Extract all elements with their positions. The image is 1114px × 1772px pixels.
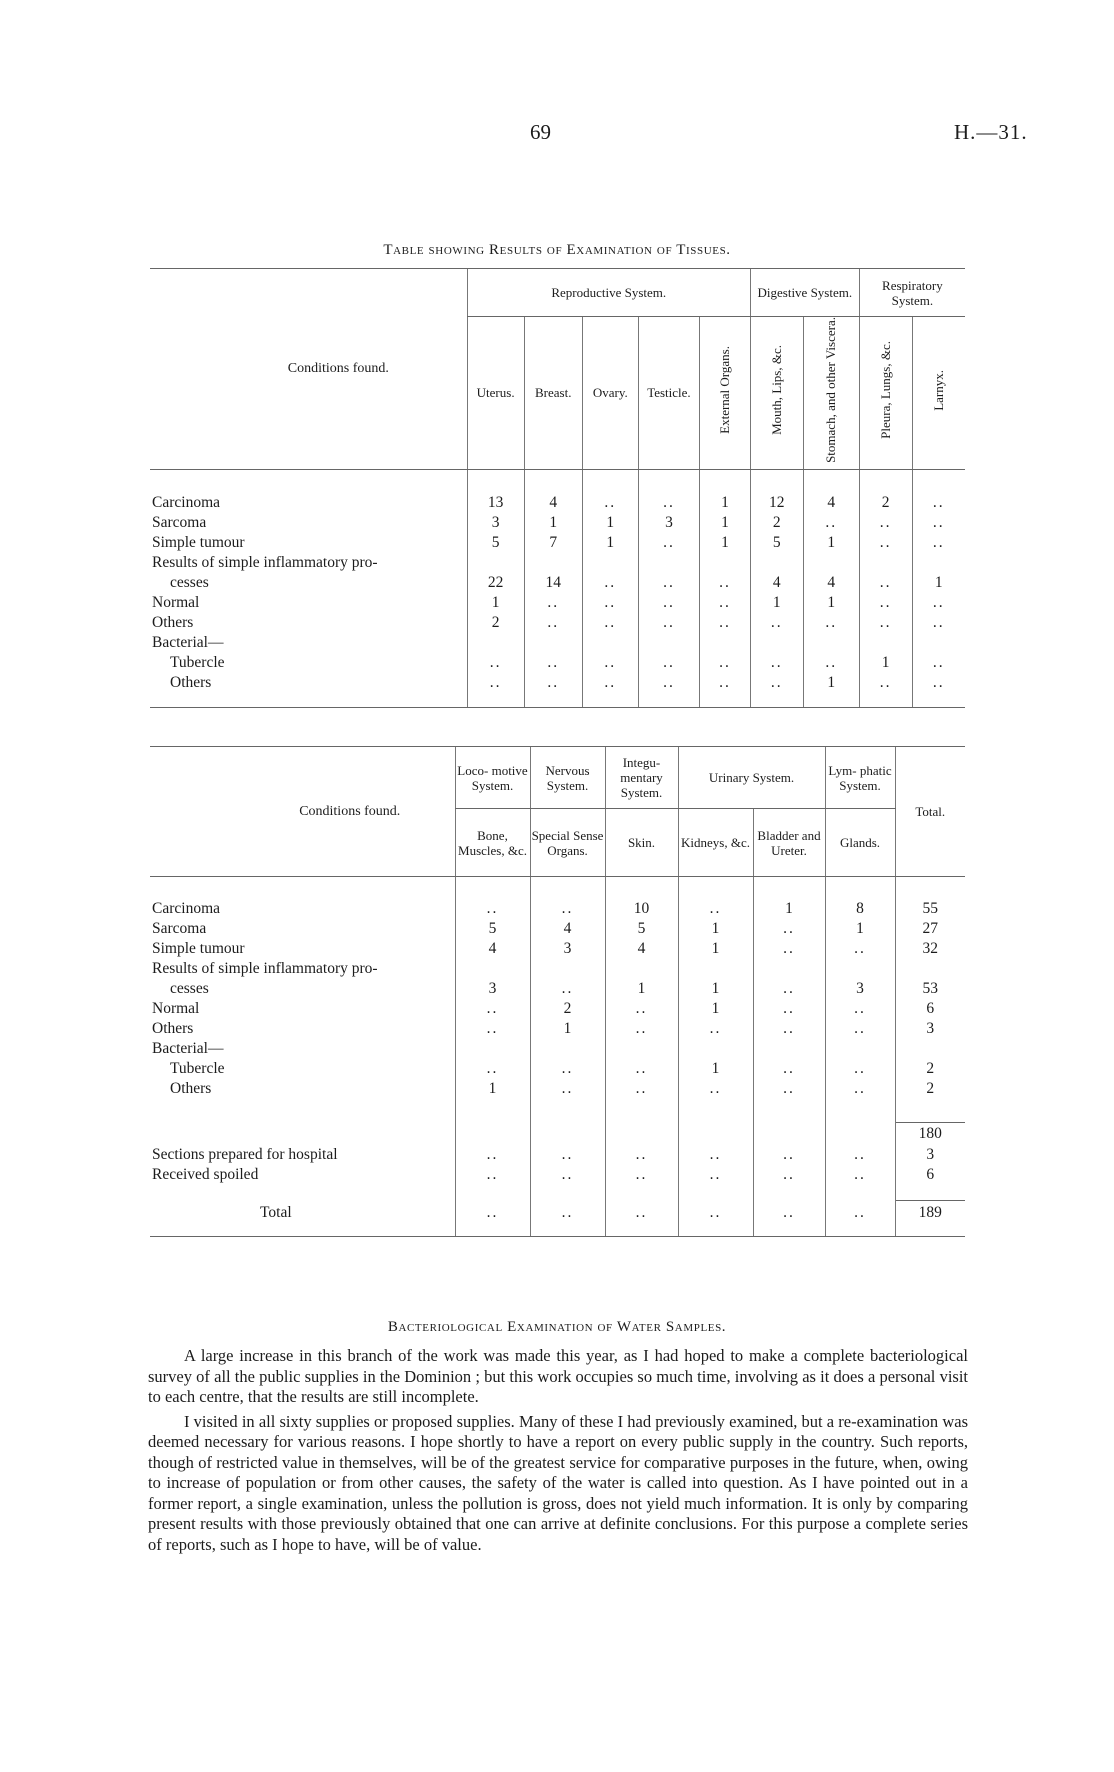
table-cell: .. xyxy=(638,673,699,693)
table-cell: 4 xyxy=(803,493,859,513)
paragraph-2: I visited in all sixty supplies or proposed supplies. Many of these I had previously examined, but a re-examination was deemed necessary for various reasons. I hope shortly to have a report on every public supply in the country. Such reports, though of restricted value in themselves, will be of the greatest service for comparative purposes in the future, when, owing to increase of population or from other causes, the safety of the water is called into question. As I have pointed out in a former report, a single examination, unless the pollution is gross, does not yield much information. It is only by comparing present results with those previously obtained that one can arrive at definite conclusions. For this purpose a complete series of reports, such as I hope to have, will be of value. xyxy=(148,1411,968,1554)
table-row xyxy=(150,573,965,593)
table-cell xyxy=(859,553,912,573)
row-label: Received spoiled xyxy=(152,1165,259,1183)
table-cell: .. xyxy=(638,593,699,613)
table-cell: 1 xyxy=(524,513,582,533)
table-cell: 1 xyxy=(455,1079,530,1099)
row-label: Normal xyxy=(152,594,200,612)
row-total: 2 xyxy=(895,1059,965,1079)
subtotal-cell: 180 xyxy=(895,1123,965,1145)
table-cell: 4 xyxy=(455,939,530,959)
table-cell: .. xyxy=(700,593,751,613)
table2-body xyxy=(150,899,965,1099)
col-bone-muscles: Bone, Muscles, &c. xyxy=(455,809,530,877)
table-row xyxy=(150,919,965,939)
table-cell: .. xyxy=(678,899,753,919)
table-cell: .. xyxy=(825,939,895,959)
table-cell: .. xyxy=(678,1019,753,1039)
row-total: 55 xyxy=(895,899,965,919)
table-cell xyxy=(803,553,859,573)
table-cell: .. xyxy=(582,613,638,633)
table-cell: .. xyxy=(753,919,825,939)
row-total: 6 xyxy=(895,999,965,1019)
table-cell: .. xyxy=(638,573,699,593)
table-cell: .. xyxy=(455,999,530,1019)
row-total xyxy=(895,959,965,979)
corner-label: Conditions found. xyxy=(150,269,467,470)
table-cell: .. xyxy=(530,1059,605,1079)
table-cell xyxy=(530,959,605,979)
row-label: Others xyxy=(170,1079,212,1097)
table-cell: .. xyxy=(700,613,751,633)
table-cell: 1 xyxy=(678,939,753,959)
table-cell: .. xyxy=(753,1145,825,1165)
col-glands: Glands. xyxy=(825,809,895,877)
table-cell xyxy=(638,633,699,653)
table-cell: .. xyxy=(638,533,699,553)
row-total: 6 xyxy=(895,1165,965,1185)
table-cell: .. xyxy=(638,493,699,513)
table-cell: .. xyxy=(530,1165,605,1185)
table-title: Table showing Results of Examination of Tissues. xyxy=(383,242,731,258)
tissue-results-table-2 xyxy=(150,746,965,1237)
table-cell xyxy=(700,553,751,573)
row-label: Carcinoma xyxy=(152,494,221,512)
row-label: Results of simple inflammatory pro- xyxy=(152,554,378,572)
table-row xyxy=(150,553,965,573)
table-cell: .. xyxy=(825,1019,895,1039)
col-total: Total. xyxy=(895,747,965,877)
table-cell: 1 xyxy=(859,653,912,673)
table-cell: .. xyxy=(530,979,605,999)
table-cell: 2 xyxy=(859,493,912,513)
table-cell: 4 xyxy=(530,919,605,939)
col-mouth-lips: Mouth, Lips, &c. xyxy=(768,345,784,435)
table-cell: .. xyxy=(859,533,912,553)
table-cell xyxy=(678,959,753,979)
table-cell: 1 xyxy=(753,899,825,919)
table-cell: 1 xyxy=(678,979,753,999)
table-cell: .. xyxy=(582,673,638,693)
table-cell: .. xyxy=(825,1201,895,1225)
table-cell: .. xyxy=(605,999,678,1019)
col-external-organs: External Organs. xyxy=(716,346,732,434)
table-cell: .. xyxy=(859,513,912,533)
table-row xyxy=(150,1039,965,1059)
table-cell: .. xyxy=(455,1059,530,1079)
table-cell xyxy=(750,553,803,573)
table-cell: .. xyxy=(524,673,582,693)
table-cell xyxy=(467,633,524,653)
table-cell: 1 xyxy=(530,1019,605,1039)
table-cell: .. xyxy=(825,1165,895,1185)
group-lymphatic: Lym- phatic System. xyxy=(825,747,895,809)
table-cell: .. xyxy=(524,613,582,633)
table-cell: .. xyxy=(750,673,803,693)
page-number: 69 xyxy=(530,120,551,144)
table-cell: .. xyxy=(753,1165,825,1185)
document-code: H.—31. xyxy=(954,120,1028,144)
col-larnyx: Larnyx. xyxy=(930,369,946,411)
table-cell: .. xyxy=(825,1079,895,1099)
table-cell: .. xyxy=(467,673,524,693)
table-cell: .. xyxy=(753,1079,825,1099)
table-cell: 5 xyxy=(605,919,678,939)
table-cell xyxy=(524,633,582,653)
table-cell: .. xyxy=(524,653,582,673)
table-cell: .. xyxy=(859,593,912,613)
row-total: 3 xyxy=(895,1019,965,1039)
table-cell: .. xyxy=(678,1201,753,1225)
group-urinary: Urinary System. xyxy=(678,747,825,809)
table-cell: 1 xyxy=(700,533,751,553)
table-cell: 10 xyxy=(605,899,678,919)
total-label: Total xyxy=(260,1203,292,1221)
table-row xyxy=(150,633,965,653)
col-kidneys: Kidneys, &c. xyxy=(678,809,753,877)
table-cell: .. xyxy=(605,1019,678,1039)
table-row xyxy=(150,939,965,959)
table-cell: 13 xyxy=(467,493,524,513)
table-row xyxy=(150,959,965,979)
table-cell: 1 xyxy=(467,593,524,613)
table-cell: .. xyxy=(455,1165,530,1185)
table-cell: .. xyxy=(638,653,699,673)
table-cell: .. xyxy=(700,573,751,593)
table-row xyxy=(150,1079,965,1099)
table-cell: 3 xyxy=(467,513,524,533)
row-label: Sarcoma xyxy=(152,514,207,532)
table-cell: 4 xyxy=(524,493,582,513)
table-cell: .. xyxy=(753,1201,825,1225)
table-cell: .. xyxy=(912,513,965,533)
table-cell: 1 xyxy=(803,673,859,693)
table-cell xyxy=(825,1039,895,1059)
row-label: cesses xyxy=(170,979,209,997)
table-cell xyxy=(455,1039,530,1059)
row-total: 2 xyxy=(895,1079,965,1099)
row-label: Bacterial— xyxy=(152,1039,224,1057)
table-cell: .. xyxy=(803,653,859,673)
table-cell xyxy=(912,553,965,573)
table-cell xyxy=(524,553,582,573)
table-cell: .. xyxy=(530,899,605,919)
tissue-results-table-1 xyxy=(150,268,965,708)
table-cell: 1 xyxy=(700,513,751,533)
table-cell: 1 xyxy=(803,593,859,613)
table-cell xyxy=(753,1039,825,1059)
table-cell: .. xyxy=(825,1145,895,1165)
table-row xyxy=(150,899,965,919)
table-cell: 7 xyxy=(524,533,582,553)
row-label: Simple tumour xyxy=(152,939,245,957)
table-cell: .. xyxy=(605,1145,678,1165)
grand-total: 189 xyxy=(895,1201,965,1225)
table-row xyxy=(150,593,965,613)
table-cell: 4 xyxy=(605,939,678,959)
table-cell xyxy=(825,959,895,979)
table-cell: .. xyxy=(912,653,965,673)
table-cell: .. xyxy=(753,939,825,959)
table-cell xyxy=(678,1039,753,1059)
table-cell: 1 xyxy=(750,593,803,613)
table-row xyxy=(150,1019,965,1039)
col-testicle: Testicle. xyxy=(638,317,699,470)
table-cell: .. xyxy=(605,1165,678,1185)
table-cell: .. xyxy=(859,673,912,693)
table-cell: .. xyxy=(912,593,965,613)
group-reproductive: Reproductive System. xyxy=(467,269,750,317)
table-cell: 5 xyxy=(750,533,803,553)
row-total: 32 xyxy=(895,939,965,959)
table-cell: 4 xyxy=(803,573,859,593)
table-row xyxy=(150,533,965,553)
table-cell: 1 xyxy=(582,533,638,553)
row-label: Others xyxy=(152,1019,194,1037)
table-cell: .. xyxy=(753,1059,825,1079)
table-cell: .. xyxy=(605,1201,678,1225)
table-cell: .. xyxy=(750,613,803,633)
table-cell: .. xyxy=(912,493,965,513)
table-cell: .. xyxy=(859,613,912,633)
table-cell: .. xyxy=(912,673,965,693)
table-cell: .. xyxy=(750,653,803,673)
table-cell: .. xyxy=(524,593,582,613)
table-cell: .. xyxy=(530,1079,605,1099)
row-label: Carcinoma xyxy=(152,899,221,917)
col-special-sense: Special Sense Organs. xyxy=(530,809,605,877)
table-cell: .. xyxy=(582,653,638,673)
group-locomotive: Loco- motive System. xyxy=(455,747,530,809)
table-cell: 1 xyxy=(700,493,751,513)
col-breast: Breast. xyxy=(524,317,582,470)
table-cell: .. xyxy=(455,1145,530,1165)
row-total: 3 xyxy=(895,1145,965,1165)
row-label: Normal xyxy=(152,999,200,1017)
table-cell: 22 xyxy=(467,573,524,593)
table-cell: 5 xyxy=(467,533,524,553)
table-row xyxy=(150,653,965,673)
table-cell: .. xyxy=(605,1079,678,1099)
corner-label-2: Conditions found. xyxy=(150,747,455,877)
table-cell: .. xyxy=(582,593,638,613)
table-cell: .. xyxy=(582,573,638,593)
table-cell: .. xyxy=(605,1059,678,1079)
group-nervous: Nervous System. xyxy=(530,747,605,809)
group-integumentary: Integu- mentary System. xyxy=(605,747,678,809)
table-cell: .. xyxy=(530,1145,605,1165)
table-cell: 2 xyxy=(467,613,524,633)
table-cell: 2 xyxy=(750,513,803,533)
table-cell xyxy=(753,959,825,979)
table-cell xyxy=(582,633,638,653)
row-label: Others xyxy=(152,614,194,632)
table-cell: 1 xyxy=(803,533,859,553)
table-cell: 1 xyxy=(678,999,753,1019)
table-cell: .. xyxy=(582,493,638,513)
table-cell: .. xyxy=(455,899,530,919)
col-stomach-viscera: Stomach, and other Viscera. xyxy=(823,317,839,463)
table-row xyxy=(150,1165,965,1185)
table-cell: .. xyxy=(678,1079,753,1099)
row-total xyxy=(895,1039,965,1059)
table-cell: 14 xyxy=(524,573,582,593)
table-cell: .. xyxy=(678,1165,753,1185)
table-cell: .. xyxy=(825,999,895,1019)
table-cell: 3 xyxy=(825,979,895,999)
table-cell xyxy=(700,633,751,653)
col-ovary: Ovary. xyxy=(582,317,638,470)
table-cell: 3 xyxy=(638,513,699,533)
total-row xyxy=(150,1201,965,1225)
col-skin: Skin. xyxy=(605,809,678,877)
table-cell xyxy=(605,959,678,979)
table-row xyxy=(150,493,965,513)
table-cell: .. xyxy=(678,1145,753,1165)
table-cell: 1 xyxy=(678,919,753,939)
table-cell xyxy=(455,959,530,979)
table-row xyxy=(150,1145,965,1165)
table-cell: 8 xyxy=(825,899,895,919)
table-cell xyxy=(605,1039,678,1059)
group-digestive: Digestive System. xyxy=(750,269,859,317)
row-label: Bacterial— xyxy=(152,634,224,652)
table-cell: .. xyxy=(912,533,965,553)
table1-body xyxy=(150,493,965,693)
table-cell: .. xyxy=(455,1201,530,1225)
table-cell: .. xyxy=(803,613,859,633)
table-cell: 1 xyxy=(678,1059,753,1079)
table-cell: .. xyxy=(859,573,912,593)
table-cell xyxy=(638,553,699,573)
table-cell: 1 xyxy=(912,573,965,593)
table-cell: .. xyxy=(825,1059,895,1079)
row-total: 53 xyxy=(895,979,965,999)
table-cell: .. xyxy=(700,673,751,693)
table-cell: 2 xyxy=(530,999,605,1019)
col-pleura-lungs: Pleura, Lungs, &c. xyxy=(877,341,893,439)
col-uterus: Uterus. xyxy=(467,317,524,470)
table-row xyxy=(150,979,965,999)
table-cell: 12 xyxy=(750,493,803,513)
table-cell: .. xyxy=(530,1201,605,1225)
table-cell xyxy=(582,553,638,573)
group-respiratory: Respiratory System. xyxy=(859,269,965,317)
row-total: 27 xyxy=(895,919,965,939)
table-cell: .. xyxy=(455,1019,530,1039)
table-row xyxy=(150,999,965,1019)
col-bladder-ureter: Bladder and Ureter. xyxy=(753,809,825,877)
table-row xyxy=(150,613,965,633)
row-label: Tubercle xyxy=(170,654,225,672)
table-cell: 1 xyxy=(825,919,895,939)
row-label: Simple tumour xyxy=(152,534,245,552)
table-cell: 5 xyxy=(455,919,530,939)
paragraph-1: A large increase in this branch of the work was made this year, as I had hoped to make a complete bacteriological survey of all the public supplies in the Dominion ; but this work occupies so much time, involving as it does a personal visit to each centre, that the results are still incomplete. xyxy=(148,1346,968,1406)
table-cell xyxy=(912,633,965,653)
table-row xyxy=(150,673,965,693)
table-cell: .. xyxy=(753,1019,825,1039)
table-cell: .. xyxy=(803,513,859,533)
row-label: cesses xyxy=(170,574,209,592)
table-cell: 4 xyxy=(750,573,803,593)
table-cell: 3 xyxy=(455,979,530,999)
table-cell: .. xyxy=(467,653,524,673)
row-label: Sections prepared for hospital xyxy=(152,1145,338,1163)
table-cell: 1 xyxy=(605,979,678,999)
table-cell xyxy=(859,633,912,653)
table-row xyxy=(150,513,965,533)
row-label: Tubercle xyxy=(170,1059,225,1077)
row-label: Sarcoma xyxy=(152,919,207,937)
table-cell xyxy=(530,1039,605,1059)
table-cell: 1 xyxy=(582,513,638,533)
row-label: Results of simple inflammatory pro- xyxy=(152,959,378,977)
table-cell xyxy=(803,633,859,653)
section-heading: Bacteriological Examination of Water Samples. xyxy=(387,1319,727,1335)
table-cell: .. xyxy=(753,979,825,999)
table-cell xyxy=(467,553,524,573)
row-label: Others xyxy=(170,674,212,692)
section-body xyxy=(148,1346,968,1555)
table-cell: 3 xyxy=(530,939,605,959)
table-cell: .. xyxy=(912,613,965,633)
table-row xyxy=(150,1059,965,1079)
table-cell: .. xyxy=(638,613,699,633)
table-cell: .. xyxy=(753,999,825,1019)
table-cell: .. xyxy=(700,653,751,673)
table-cell xyxy=(750,633,803,653)
